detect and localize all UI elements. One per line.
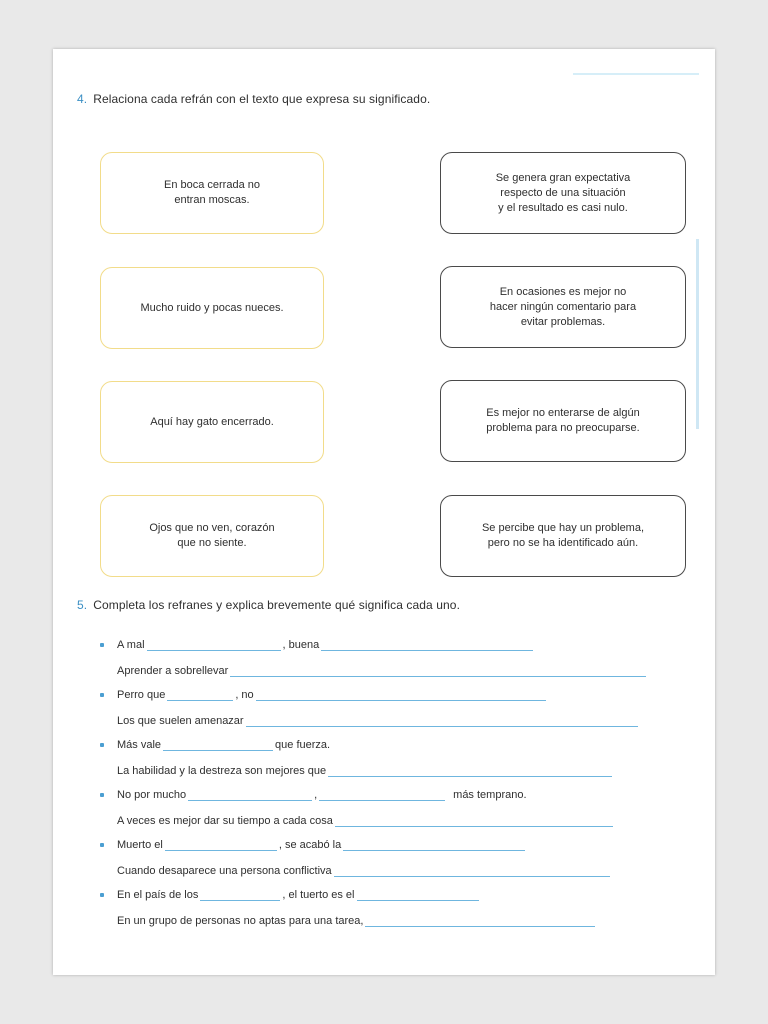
proverb-box[interactable]: En boca cerrada no entran moscas.	[100, 152, 324, 234]
exercise-5-instruction: Completa los refranes y explica brevemente qué significa cada uno.	[93, 598, 461, 612]
meaning-line	[117, 665, 648, 677]
meaning-line	[117, 715, 640, 727]
answer-blank[interactable]	[343, 839, 525, 851]
meaning-line	[117, 865, 612, 877]
top-decorative-line	[573, 73, 699, 75]
answer-blank[interactable]	[319, 789, 445, 801]
answer-blank[interactable]	[165, 839, 277, 851]
meaning-line	[117, 815, 615, 827]
answer-blank[interactable]	[334, 865, 610, 877]
proverb-text: ,	[314, 789, 318, 801]
answer-blank[interactable]	[147, 639, 281, 651]
proverb-text: , el tuerto es el	[282, 889, 355, 901]
exercise-5-number: 5.	[77, 598, 88, 612]
answer-blank[interactable]	[230, 665, 646, 677]
proverb-box[interactable]: Aquí hay gato encerrado.	[100, 381, 324, 463]
proverb-text: más temprano.	[453, 789, 527, 801]
exercise-4-instruction: Relaciona cada refrán con el texto que expresa su significado.	[93, 92, 431, 106]
proverb-text: que fuerza.	[275, 739, 331, 751]
bullet-icon	[100, 743, 104, 747]
proverb-text: Más vale	[117, 739, 162, 751]
bullet-icon	[100, 643, 104, 647]
exercise-5-heading	[77, 598, 460, 612]
meaning-box[interactable]: Es mejor no enterarse de algún problema para no preocuparse.	[440, 380, 686, 462]
answer-blank[interactable]	[246, 715, 638, 727]
meaning-text: Cuando desaparece una persona conflictiva	[117, 865, 332, 877]
answer-blank[interactable]	[357, 889, 479, 901]
bullet-icon	[100, 793, 104, 797]
answer-blank[interactable]	[167, 689, 233, 701]
meaning-box[interactable]: En ocasiones es mejor no hacer ningún comentario para evitar problemas.	[440, 266, 686, 348]
proverb-line	[117, 889, 481, 901]
proverb-text: A mal	[117, 639, 145, 651]
answer-blank[interactable]	[365, 915, 595, 927]
proverb-line	[117, 739, 330, 751]
meaning-text: Los que suelen amenazar	[117, 715, 244, 727]
bullet-icon	[100, 843, 104, 847]
proverb-text: , no	[235, 689, 254, 701]
meaning-text: En un grupo de personas no aptas para una tarea,	[117, 915, 364, 927]
answer-blank[interactable]	[328, 765, 612, 777]
exercise-4-number: 4.	[77, 92, 88, 106]
proverb-line	[117, 639, 535, 651]
meaning-line	[117, 915, 597, 927]
meaning-text: La habilidad y la destreza son mejores que	[117, 765, 327, 777]
meaning-box[interactable]: Se percibe que hay un problema, pero no se ha identificado aún.	[440, 495, 686, 577]
proverb-box[interactable]: Ojos que no ven, corazón que no siente.	[100, 495, 324, 577]
proverb-line	[117, 689, 548, 701]
answer-blank[interactable]	[335, 815, 613, 827]
meaning-text: Aprender a sobrellevar	[117, 665, 229, 677]
proverb-line	[117, 789, 527, 801]
proverb-text: Perro que	[117, 689, 166, 701]
proverb-text: Muerto el	[117, 839, 163, 851]
proverb-text: No por mucho	[117, 789, 187, 801]
worksheet-page	[53, 49, 715, 975]
meaning-text: A veces es mejor dar su tiempo a cada cosa	[117, 815, 333, 827]
answer-blank[interactable]	[188, 789, 312, 801]
exercise-4-heading	[77, 92, 430, 106]
proverb-text: , buena	[282, 639, 320, 651]
proverb-line	[117, 839, 527, 851]
side-decorative-line	[696, 239, 699, 429]
proverb-text: , se acabó la	[278, 839, 342, 851]
bullet-icon	[100, 693, 104, 697]
answer-blank[interactable]	[321, 639, 533, 651]
answer-blank[interactable]	[200, 889, 280, 901]
answer-blank[interactable]	[163, 739, 273, 751]
meaning-box[interactable]: Se genera gran expectativa respecto de una situación y el resultado es casi nulo.	[440, 152, 686, 234]
bullet-icon	[100, 893, 104, 897]
answer-blank[interactable]	[256, 689, 546, 701]
meaning-line	[117, 765, 614, 777]
proverb-text: En el país de los	[117, 889, 199, 901]
proverb-box[interactable]: Mucho ruido y pocas nueces.	[100, 267, 324, 349]
